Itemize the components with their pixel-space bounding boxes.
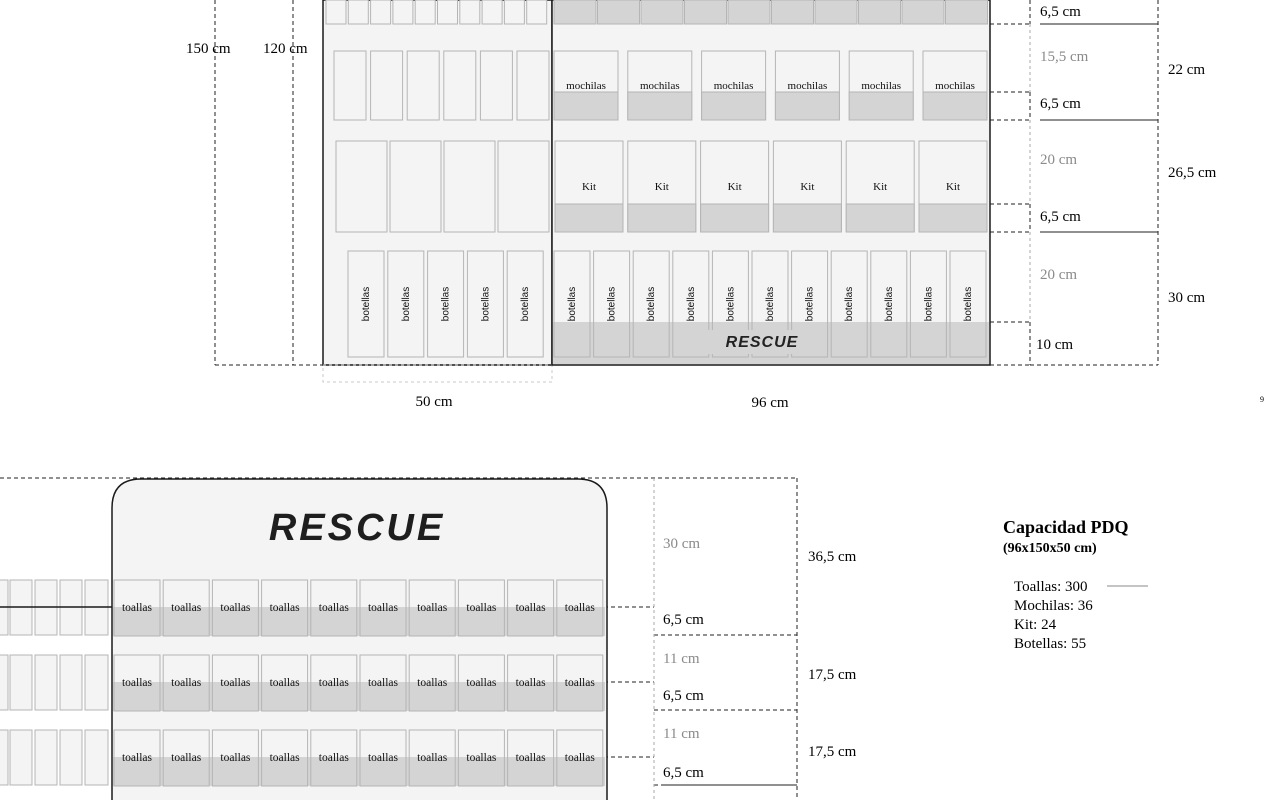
front-slot bbox=[554, 0, 596, 24]
box-label: mochilas bbox=[566, 80, 606, 92]
front-slot bbox=[859, 0, 901, 24]
box-label: toallas bbox=[564, 602, 595, 614]
side-slot bbox=[371, 51, 403, 120]
shelf-band bbox=[849, 92, 913, 120]
dim-65-a: 6,5 cm bbox=[1040, 4, 1081, 20]
box-label: toallas bbox=[121, 752, 153, 764]
front-slot bbox=[641, 0, 683, 24]
shelf-band bbox=[773, 204, 841, 232]
top-view bbox=[186, 0, 1264, 411]
header-logo: RESCUE bbox=[268, 507, 446, 549]
box-label: Kit bbox=[945, 181, 961, 193]
box-label: botellas bbox=[765, 286, 776, 322]
shelf-band bbox=[846, 204, 914, 232]
left-slot bbox=[10, 655, 32, 710]
box-label: toallas bbox=[121, 677, 153, 689]
box-label: toallas bbox=[515, 602, 546, 614]
front-slot bbox=[815, 0, 857, 24]
side-slot bbox=[438, 0, 458, 24]
box-label: toallas bbox=[171, 602, 202, 614]
side-slot bbox=[444, 141, 495, 232]
dim-65-f: 6,5 cm bbox=[663, 765, 704, 781]
box-label: toallas bbox=[269, 677, 300, 689]
shelf-band bbox=[701, 204, 769, 232]
front-slot bbox=[946, 0, 988, 24]
side-slot bbox=[480, 51, 512, 120]
capacity-subtitle: (96x150x50 cm) bbox=[1003, 541, 1097, 556]
box-label: botellas bbox=[804, 286, 816, 322]
capacity-title: Capacidad PDQ bbox=[1003, 517, 1129, 537]
dim-175-b: 17,5 cm bbox=[808, 744, 857, 760]
front-slot bbox=[685, 0, 727, 24]
capacity-item: Kit: 24 bbox=[1014, 617, 1057, 633]
box-label: mochilas bbox=[787, 80, 828, 92]
side-slot bbox=[504, 0, 524, 24]
left-slot bbox=[60, 730, 82, 785]
box-label: botellas bbox=[480, 286, 492, 322]
box-label: toallas bbox=[466, 677, 497, 689]
box-label: Kit bbox=[727, 181, 742, 193]
left-slot bbox=[0, 730, 8, 785]
side-slot bbox=[371, 0, 391, 24]
box-label: toallas bbox=[171, 677, 202, 689]
capacity-block bbox=[1003, 517, 1148, 652]
dim-30-b: 30 cm bbox=[663, 536, 701, 552]
dim-11-b: 11 cm bbox=[663, 726, 700, 742]
shelf-band bbox=[555, 204, 623, 232]
box-label: botellas bbox=[883, 286, 895, 322]
capacity-item: Toallas: 300 bbox=[1014, 579, 1088, 595]
dim-120: 120 cm bbox=[263, 41, 308, 57]
side-slot bbox=[334, 51, 366, 120]
side-slot bbox=[498, 141, 549, 232]
side-slot bbox=[482, 0, 502, 24]
box-label: botellas bbox=[963, 286, 974, 322]
page-number: 9 bbox=[1260, 395, 1264, 404]
box-label: Kit bbox=[654, 181, 669, 193]
shelf-band bbox=[775, 92, 839, 120]
box-label: toallas bbox=[564, 677, 595, 689]
side-slot bbox=[415, 0, 435, 24]
box-label: botellas bbox=[646, 286, 658, 322]
box-label: toallas bbox=[318, 752, 349, 764]
dim-175-a: 17,5 cm bbox=[808, 667, 857, 683]
box-label: toallas bbox=[220, 677, 251, 689]
box-label: botellas bbox=[567, 286, 578, 322]
dim-155: 15,5 cm bbox=[1040, 49, 1089, 65]
dim-10: 10 cm bbox=[1036, 337, 1074, 353]
box-label: botellas bbox=[685, 286, 697, 322]
left-slot bbox=[10, 730, 32, 785]
dim-65-b: 6,5 cm bbox=[1040, 96, 1081, 112]
box-label: toallas bbox=[564, 752, 595, 764]
dim-265: 26,5 cm bbox=[1168, 165, 1217, 181]
dim-11-a: 11 cm bbox=[663, 651, 700, 667]
side-slot bbox=[517, 51, 549, 120]
dim-150: 150 cm bbox=[186, 41, 231, 57]
side-slot bbox=[407, 51, 439, 120]
box-label: Kit bbox=[873, 181, 888, 193]
dim-20-b: 20 cm bbox=[1040, 267, 1078, 283]
front-slot bbox=[598, 0, 640, 24]
dim-365: 36,5 cm bbox=[808, 549, 857, 565]
side-slot bbox=[390, 141, 441, 232]
box-label: botellas bbox=[520, 286, 532, 322]
shelf-band bbox=[923, 92, 987, 120]
box-label: toallas bbox=[220, 602, 251, 614]
shelf-band bbox=[919, 204, 987, 232]
capacity-item: Botellas: 55 bbox=[1014, 636, 1087, 652]
box-label: botellas bbox=[923, 286, 935, 322]
dim-20-a: 20 cm bbox=[1040, 152, 1078, 168]
side-slot bbox=[460, 0, 480, 24]
front-logo: RESCUE bbox=[725, 334, 799, 351]
shelf-band bbox=[702, 92, 766, 120]
dim-65-c: 6,5 cm bbox=[1040, 209, 1081, 225]
box-label: toallas bbox=[367, 752, 399, 764]
dim-30: 30 cm bbox=[1168, 290, 1206, 306]
box-label: toallas bbox=[367, 677, 399, 689]
box-label: botellas bbox=[400, 286, 412, 322]
box-label: botellas bbox=[440, 286, 452, 322]
left-slot bbox=[0, 655, 8, 710]
box-label: botellas bbox=[725, 286, 737, 322]
dim-22: 22 cm bbox=[1168, 62, 1206, 78]
box-label: toallas bbox=[417, 677, 448, 689]
box-label: botellas bbox=[361, 286, 372, 322]
dim-65-d: 6,5 cm bbox=[663, 612, 704, 628]
box-label: mochilas bbox=[639, 80, 680, 92]
left-slot bbox=[60, 655, 82, 710]
side-slot bbox=[336, 141, 387, 232]
dim-50: 50 cm bbox=[415, 394, 453, 410]
box-label: toallas bbox=[367, 602, 399, 614]
side-slot bbox=[444, 51, 476, 120]
shelf-band bbox=[628, 204, 696, 232]
left-partial-panel bbox=[0, 580, 108, 785]
box-label: Kit bbox=[581, 181, 597, 193]
box-label: toallas bbox=[220, 752, 251, 764]
box-label: mochilas bbox=[861, 80, 902, 92]
dim-65-e: 6,5 cm bbox=[663, 688, 704, 704]
shelf-band bbox=[554, 92, 618, 120]
box-label: toallas bbox=[466, 752, 497, 764]
front-slot bbox=[902, 0, 944, 24]
box-label: botellas bbox=[606, 286, 618, 322]
side-slot bbox=[527, 0, 547, 24]
left-slot bbox=[35, 655, 57, 710]
front-slot bbox=[728, 0, 770, 24]
box-label: toallas bbox=[417, 752, 448, 764]
left-slot bbox=[85, 655, 108, 710]
side-slot bbox=[326, 0, 346, 24]
box-label: toallas bbox=[318, 677, 349, 689]
box-label: botellas bbox=[844, 286, 856, 322]
box-label: toallas bbox=[515, 752, 546, 764]
box-label: toallas bbox=[269, 752, 300, 764]
box-label: mochilas bbox=[935, 80, 975, 92]
bottom-view bbox=[0, 478, 857, 800]
side-slot bbox=[348, 0, 368, 24]
dim-96: 96 cm bbox=[751, 395, 789, 411]
box-label: mochilas bbox=[713, 80, 754, 92]
capacity-item: Mochilas: 36 bbox=[1014, 598, 1093, 614]
left-slot bbox=[85, 730, 108, 785]
front-slot bbox=[772, 0, 814, 24]
side-slot bbox=[393, 0, 413, 24]
shelf-band bbox=[628, 92, 692, 120]
left-slot bbox=[35, 730, 57, 785]
box-label: toallas bbox=[466, 602, 497, 614]
box-label: toallas bbox=[417, 602, 448, 614]
box-label: toallas bbox=[318, 602, 349, 614]
box-label: toallas bbox=[269, 602, 300, 614]
box-label: toallas bbox=[515, 677, 546, 689]
box-label: toallas bbox=[171, 752, 202, 764]
box-label: toallas bbox=[121, 602, 153, 614]
box-label: Kit bbox=[800, 181, 815, 193]
